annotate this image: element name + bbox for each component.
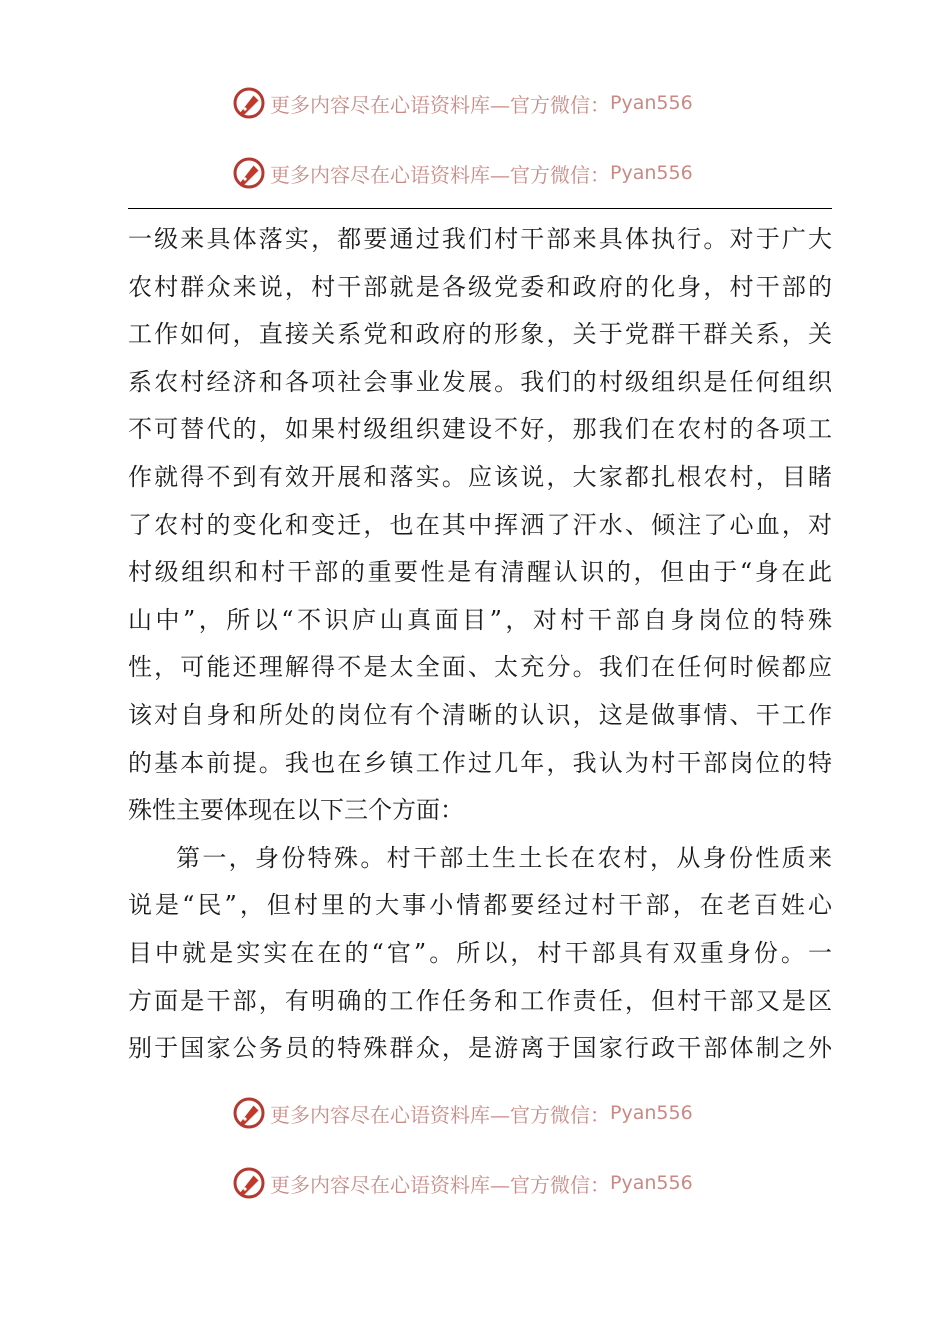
text-line: 山中”，所以“不识庐山真面目”，对村干部自身岗位的特殊 bbox=[128, 605, 832, 634]
watermark-banner bbox=[232, 1093, 732, 1133]
text-line: 了农村的变化和变迁，也在其中挥洒了汗水、倾注了心血，对 bbox=[128, 510, 832, 539]
text-line: 一级来具体落实，都要通过我们村干部来具体执行。对于广大 bbox=[128, 225, 832, 253]
document-body bbox=[128, 216, 832, 1073]
text-line: 目中就是实实在在的“官”。所以，村干部具有双重身份。一 bbox=[128, 938, 832, 967]
text-line: 农村群众来说，村干部就是各级党委和政府的化身，村干部的 bbox=[128, 272, 832, 301]
watermark-banner bbox=[232, 83, 732, 123]
pen-nib-logo-icon bbox=[232, 1166, 266, 1200]
pen-nib-logo-icon bbox=[232, 156, 266, 190]
watermark-banner bbox=[232, 1163, 732, 1203]
watermark-code: Pyan556 bbox=[610, 1102, 693, 1124]
watermark-text: 更多内容尽在心语资料库—官方微信： bbox=[270, 1172, 610, 1197]
watermark-banner bbox=[232, 153, 732, 193]
watermark-code: Pyan556 bbox=[610, 92, 693, 114]
text-line: 说是“民”，但村里的大事小情都要经过村干部，在老百姓心 bbox=[128, 891, 832, 920]
text-line: 工作如何，直接关系党和政府的形象，关于党群干群关系，关 bbox=[128, 320, 832, 349]
watermark-code: Pyan556 bbox=[610, 162, 693, 184]
watermark-text: 更多内容尽在心语资料库—官方微信： bbox=[270, 162, 610, 187]
watermark-text: 更多内容尽在心语资料库—官方微信： bbox=[270, 1102, 610, 1127]
text-line: 的基本前提。我也在乡镇工作过几年，我认为村干部岗位的特 bbox=[128, 748, 832, 777]
text-line: 不可替代的，如果村级组织建设不好，那我们在农村的各项工 bbox=[128, 415, 832, 444]
watermark-text: 更多内容尽在心语资料库—官方微信： bbox=[270, 92, 610, 117]
text-line: 村级组织和村干部的重要性是有清醒认识的，但由于“身在此 bbox=[128, 558, 832, 587]
pen-nib-logo-icon bbox=[232, 1096, 266, 1130]
text-line: 系农村经济和各项社会事业发展。我们的村级组织是任何组织 bbox=[128, 367, 832, 396]
text-line: 殊性主要体现在以下三个方面： bbox=[128, 796, 464, 825]
pen-nib-logo-icon bbox=[232, 86, 266, 120]
text-line: 性，可能还理解得不是太全面、太充分。我们在任何时候都应 bbox=[128, 653, 832, 682]
text-line: 方面是干部，有明确的工作任务和工作责任，但村干部又是区 bbox=[128, 986, 832, 1015]
paragraph-first-line: 第一，身份特殊。村干部土生土长在农村，从身份性质来 bbox=[176, 843, 832, 872]
text-line: 别于国家公务员的特殊群众，是游离于国家行政干部体制之外 bbox=[128, 1034, 832, 1063]
watermark-code: Pyan556 bbox=[610, 1172, 693, 1194]
text-line: 作就得不到有效开展和落实。应该说，大家都扎根农村，目睹 bbox=[128, 462, 832, 491]
text-line: 该对自身和所处的岗位有个清晰的认识，这是做事情、干工作 bbox=[128, 700, 832, 729]
header-divider bbox=[128, 208, 832, 209]
